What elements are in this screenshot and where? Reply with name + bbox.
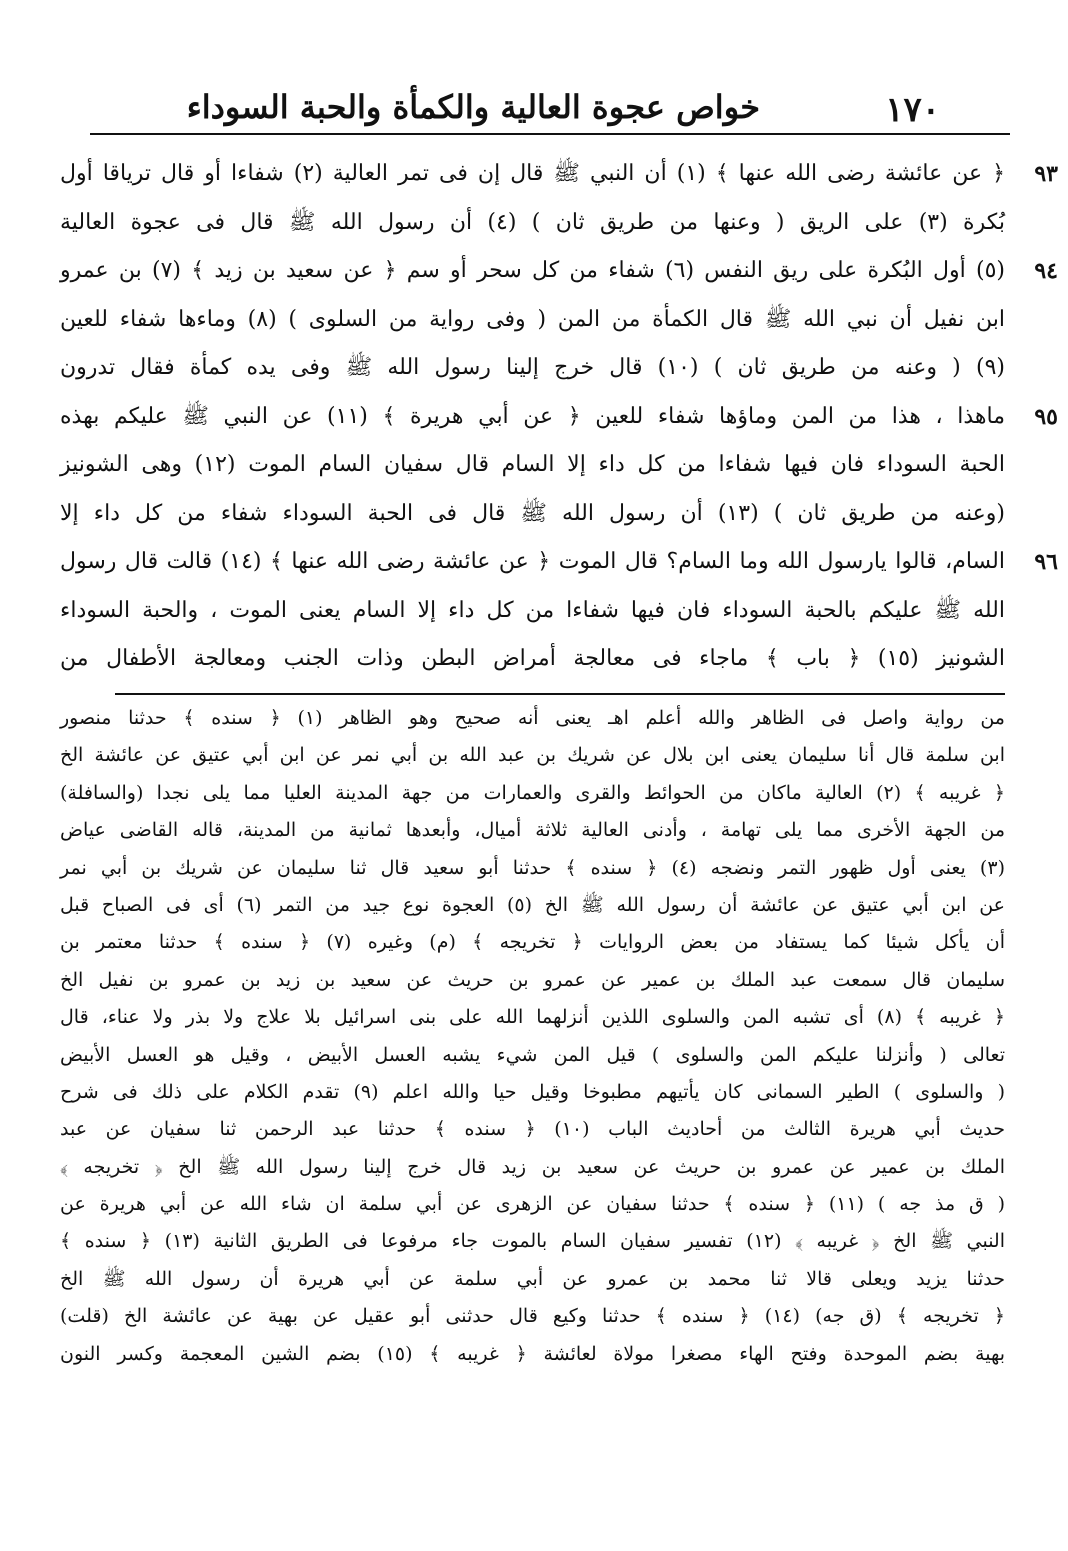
footnote-line: ابن سلمة قال أنا سليمان يعنى ابن بلال عن شريك بن عبد الله بن أبي نمر عن ابن أبي عتيق عن عائشة الخ [60, 744, 1005, 767]
main-line-text: (٩) ( وعنه من طريق ثان ) (١٠) قال خرج إلينا رسول الله ﷺ وفى يده كمأة فقال تدرون [60, 355, 1005, 380]
main-line-text: ماهذا ، هذا من المن وماؤها شفاء للعين ﴿ عن أبي هريرة ﴾ (١١) عن النبي ﷺ عليكم بهذه [60, 403, 1006, 429]
main-line [60, 538, 1058, 587]
main-line [60, 441, 1005, 490]
main-line-text: الحبة السوداء فان فيها شفاءا من كل داء إلا السام قال سفيان السام الموت (١٢) وهى الشونيز [60, 452, 1005, 477]
footnote-line: من الجهة الأخرى مما يلى تهامة ، وأدنى العالية ثلاثة أميال، وأبعدها ثمانية من المدينة، قاله القاضى عياض [60, 819, 1005, 842]
running-title: خواص عجوة العالية والكمأة والحبة السوداء [186, 88, 760, 126]
main-line-text: (٥) أول البُكرة على ريق النفس (٦) شفاء من كل سحر أو سم ﴿ عن سعيد بن زيد ﴾ (٧) بن عمرو [60, 258, 1005, 283]
main-line-text: ﴿ عن عائشة رضى الله عنها ﴾ (١) أن النبي ﷺ قال إن فى تمر العالية (٢) شفاءا أو قال ترياقا أول [60, 161, 1005, 186]
page-number: ١٧٠ [885, 90, 940, 130]
footnote-rule [115, 693, 1005, 695]
footnotes [60, 700, 1005, 1373]
footnote-line: سليمان قال سمعت عبد الملك بن عمير عن عمرو بن حريث عن سعيد بن زيد بن عمرو بن نفيل الخ [60, 968, 1005, 991]
hadith-number: ٩٥ [1034, 403, 1058, 430]
header-rule [90, 133, 1010, 135]
main-line-text: الله ﷺ عليكم بالحبة السوداء فان فيها شفاءا من كل داء إلا السام يعنى الموت ، والحبة السوداء [60, 597, 1005, 623]
hadith-number: ٩٦ [1034, 549, 1058, 575]
main-line-text: بُكرة (٣) على الريق ( وعنها من طريق ثان ) (٤) أن رسول الله ﷺ قال فى عجوة العالية [60, 209, 1005, 235]
main-line-text: ابن نفيل أن نبي الله ﷺ قال الكمأة من المن ( وفى رواية من السلوى ) (٨) وماءها شفاء للعين [60, 306, 1005, 332]
main-line [60, 247, 1058, 296]
footnote-line: من رواية واصل فى الظاهر والله أعلم اهـ يعنى أنه صحيح وهو الظاهر (١) ﴿ سنده ﴾ حدثنا منصور [60, 707, 1005, 729]
footnote-line: ( ق مذ جه ) (١١) ﴿ سنده ﴾ حدثنا سفيان عن الزهرى عن أبي سلمة ان شاء الله عن أبي هريرة عن [60, 1193, 1005, 1216]
footnote-line: ﴿ تخريجه ﴾ (ق جه) (١٤) ﴿ سنده ﴾ حدثنا وكيع قال حدثنى أبو عقيل عن بهية عن عائشة الخ (قلت) [60, 1305, 1005, 1328]
page-header [60, 86, 1010, 130]
main-line [60, 490, 1005, 539]
footnote-line: (٣) يعنى أول ظهور التمر ونضجه (٤) ﴿ سنده ﴾ حدثنا أبو سعيد قال ثنا سليمان عن شريك بن أبي نمر [60, 856, 1005, 879]
main-line [60, 635, 1005, 684]
main-line-text: الشونيز (١٥) ﴿ باب ﴾ ماجاء فى معالجة أمراض البطن وذات الجنب ومعالجة الأطفال من [60, 646, 1005, 671]
footnote-line: ﴿ غريبه ﴾ (٢) العالية ماكان من الحوائط والقرى والعمارات من جهة المدينة العليا مما يلى نجدا (والسافلة) [60, 781, 1005, 804]
footnote-line: عن ابن أبي عتيق عن عائشة أن رسول الله ﷺ الخ (٥) العجوة نوع جيد من التمر (٦) أى فى الصباح قبل [60, 893, 1005, 916]
main-line-text: السام، قالوا يارسول الله وما السام؟ قال الموت ﴿ عن عائشة رضى الله عنها ﴾ (١٤) قالت قال رسول [60, 549, 1006, 574]
footnote-line: تعالى ( وأنزلنا عليكم المن والسلوى ) قيل المن شيء يشبه العسل الأبيض ، وقيل هو العسل الأبيض [60, 1043, 1005, 1066]
hadith-number: ٩٤ [1034, 258, 1058, 284]
main-line [60, 199, 1005, 248]
main-line-text: (وعنه من طريق ثان ) (١٣) أن رسول الله ﷺ قال فى الحبة السوداء شفاء من كل داء إلا [60, 500, 1005, 526]
hadith-number: ٩٣ [1034, 161, 1058, 187]
footnote-line: ( والسلوى ) الطير السمانى كان يأتيهم مطبوخا وقيل حيا والله اعلم (٩) تقدم الكلام على ذلك فى شرح [60, 1080, 1005, 1103]
main-line [60, 296, 1005, 345]
footnote-line: أن يأكل شيئا كما يستفاد من بعض الروايات ﴿ تخريجه ﴾ (م) وغيره (٧) ﴿ سنده ﴾ حدثنا معتمر بن [60, 931, 1005, 954]
footnote-line: حدثنا يزيد ويعلى قالا ثنا محمد بن عمرو عن أبي سلمة عن أبي هريرة أن رسول الله ﷺ الخ [60, 1267, 1005, 1290]
footnote-line: الملك بن عمير عن عمرو بن حريث عن سعيد بن زيد قال خرج إلينا رسول الله ﷺ الخ ﴿ تخريجه ﴾ [60, 1155, 1005, 1178]
footnote-line: النبي ﷺ الخ ﴿ غريبه ﴾ (١٢) تفسير سفيان السام بالموت جاء مرفوعا فى الطريق الثانية (١٣) ﴿ سنده ﴾ [60, 1230, 1005, 1253]
footnote-line: ﴿ غريبه ﴾ (٨) أى تشبه المن والسلوى اللذين أنزلهما الله على بنى اسرائيل بلا علاج ولا بذر ولا عناء، قال [60, 1006, 1005, 1029]
main-text [60, 150, 1058, 684]
footnote-line: حديث أبي هريرة الثالث من أحاديث الباب (١٠) ﴿ سنده ﴾ حدثنا عبد الرحمن ثنا سفيان عن عبد [60, 1118, 1005, 1141]
main-line [60, 587, 1005, 636]
main-line [60, 344, 1005, 393]
main-line [60, 150, 1058, 199]
footnote-line: بهية بضم الموحدة وفتح الهاء مصغرا مولاة لعائشة ﴿ غريبه ﴾ (١٥) بضم الشين المعجمة وكسر النون [60, 1342, 1005, 1365]
main-line [60, 393, 1058, 442]
